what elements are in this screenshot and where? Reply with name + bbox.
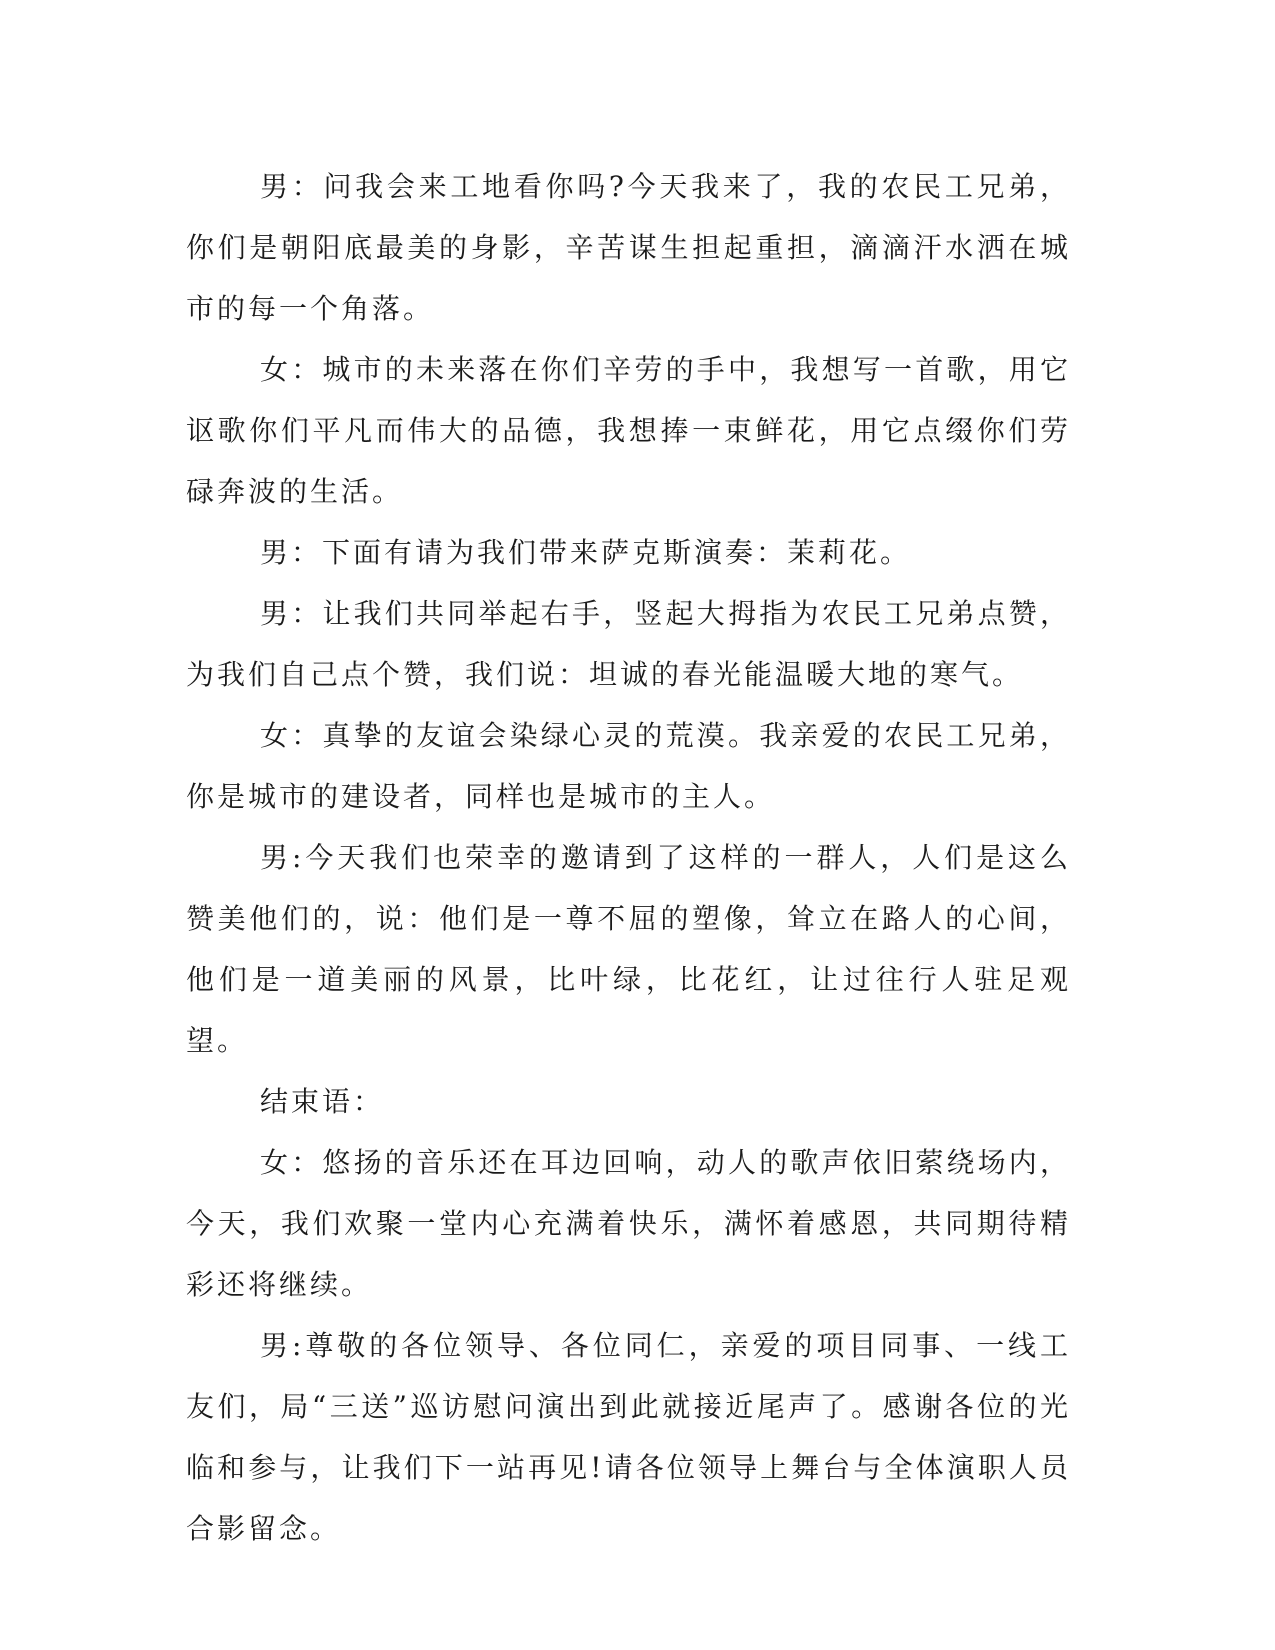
paragraph-female-friendship: 女：真挚的友谊会染绿心灵的荒漠。我亲爱的农民工兄弟，你是城市的建设者，同样也是城市的主人。 — [186, 719, 1071, 813]
paragraph-closing-heading: 结束语： — [260, 1085, 385, 1118]
paragraph-male-intro: 男：问我会来工地看你吗?今天我来了，我的农民工兄弟，你们是朝阳底最美的身影，辛苦谋生担起重担，滴滴汗水洒在城市的每一个角落。 — [186, 170, 1071, 325]
paragraph-male-saxophone: 男：下面有请为我们带来萨克斯演奏：茉莉花。 — [260, 536, 912, 569]
paragraph-female-song: 女：城市的未来落在你们辛劳的手中，我想写一首歌，用它讴歌你们平凡而伟大的品德，我想捧一束鲜花，用它点缀你们劳碌奔波的生活。 — [186, 353, 1071, 508]
paragraph-male-guests: 男:今天我们也荣幸的邀请到了这样的一群人，人们是这么赞美他们的，说：他们是一尊不屈的塑像，耸立在路人的心间，他们是一道美丽的风景，比叶绿，比花红，让过往行人驻足观望。 — [186, 841, 1071, 1057]
document-body — [186, 156, 1071, 1559]
paragraph-female-closing: 女：悠扬的音乐还在耳边回响，动人的歌声依旧萦绕场内，今天，我们欢聚一堂内心充满着快乐，满怀着感恩，共同期待精彩还将继续。 — [186, 1146, 1071, 1301]
paragraph-male-closing: 男:尊敬的各位领导、各位同仁，亲爱的项目同事、一线工友们，局“三送”巡访慰问演出到此就接近尾声了。感谢各位的光临和参与，让我们下一站再见!请各位领导上舞台与全体演职人员合影留念。 — [186, 1329, 1071, 1545]
paragraph-male-thumbs-up: 男：让我们共同举起右手，竖起大拇指为农民工兄弟点赞，为我们自己点个赞，我们说：坦诚的春光能温暖大地的寒气。 — [186, 597, 1071, 691]
